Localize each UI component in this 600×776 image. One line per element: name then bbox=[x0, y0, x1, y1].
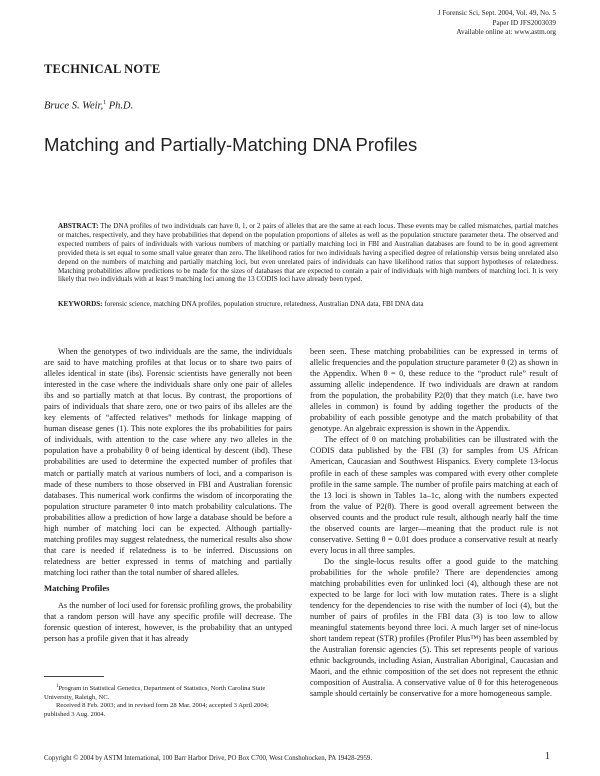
journal-header bbox=[296, 9, 556, 38]
abstract bbox=[58, 222, 558, 284]
author-name: Bruce S. Weir, bbox=[44, 100, 104, 112]
body-paragraph: When the genotypes of two individuals are the same, the individuals are said to have matching profiles at that locus or to share two pairs of alleles identical in state (ibs). Forensic scientists have generally not been interested in the case where the individuals share only one pair of alleles ibs and so partially match at that locus. By contrast, the proportions of pairs of individuals that share zero, one or two pairs of ibs alleles are the key elements of “affected relatives” methods for linkage mapping of human disease genes (1). This note explores the ibs probabilities for pairs of individuals, with attention to the case where any two alleles in the population have a probability θ of being identical by descent (ibd). These probabilities are used to determine the expected number of profiles that match or partially match at various numbers of loci, and a comparison is made of these numbers to those observed in FBI and Australian forensic databases. This numerical work confirms the wisdom of incorporating the population structure parameter θ into match probability calculations. The probabilities allow a prediction of how large a database should be before a high number of matching loci can be expected. Although partially-matching profiles may suggest relatedness, the numerical results also show that care is needed if relatedness is to be inferred. Discussions on relatedness are better expressed in terms of matching and partially matching loci rather than the total number of shared alleles. bbox=[44, 347, 292, 577]
section-heading: Matching Profiles bbox=[44, 583, 110, 593]
body-paragraph: been seen. These matching probabilities can be expressed in terms of allelic frequencies and the population structure parameter θ (2) as shown in the Appendix. When θ = 0, these reduce to the “product rule” result of assuming allelic independence. If two individuals are drawn at random from the population, the probability P2(θ) that they match (i.e. have two alleles in common) is found by adding together the products of the probability of each possible genotype and the match probability of that genotype. An algebraic expression is shown in the Appendix. bbox=[310, 347, 558, 434]
footnote-received: Received 8 Feb. 2003; and in revised form 28 Mar. 2004; accepted 3 April 2004; published 3 Aug. 2004. bbox=[44, 702, 269, 718]
body-paragraph: As the number of loci used for forensic profiling grows, the probability that a random person will have any specific profile will decrease. The forensic question of interest, however, is the probability that an untyped person has a profile given that it has already bbox=[44, 601, 292, 644]
abstract-label: ABSTRACT: bbox=[58, 222, 99, 230]
abstract-text: The DNA profiles of two individuals can have 0, 1, or 2 pairs of alleles that are the same at each locus. These events may be called mismatches, partial matches or matches, respectively, and they have probabilities that depend on the population proportions of alleles as well as the population structure parameter theta. The observed and expected numbers of pairs of individuals with various numbers of matching or partially matching loci in FBI and Australian databases are found to be in good agreement provided theta is set equal to some small value greater than zero. The likelihood ratios for two individuals having a specified degree of relationship versus being unrelated also depend on the numbers of matching and partially matching loci, but even unrelated pairs of individuals can have likelihood ratios that support hypotheses of relatedness. Matching probabilities allow predictions to be made for the sizes of databases that are expected to contain a pair of individuals with high numbers of matching loci. It is very likely that two individuals with at least 9 matching loci among the 13 CODIS loci have already been typed. bbox=[58, 222, 558, 284]
keywords-text: forensic science, matching DNA profiles, population structure, relatedness, Australian DNA data, FBI DNA data bbox=[104, 300, 424, 308]
body-paragraph: Do the single-locus results offer a good guide to the matching probabilities for the whole profile? There are dependencies among matching probabilities even for unlinked loci (4), although these are not expected to be large for loci with low mutation rates. There is a slight tendency for the dependencies to rise with the number of loci (4), but the number of pairs of profiles in the FBI data (3) is too low to allow meaningful statements beyond three loci. A much larger set of nine-locus short tandem repeat (STR) profiles (Profiler Plus™) has been assembled by the Australian forensic agencies (5). This set represents people of various ethnic backgrounds, including Asian, Australian Aboriginal, Caucasian and Maori, and the ethnic composition of the set does not represent the ethnic composition of Australia. A conservative value of θ for this heterogeneous sample should certainly be conservative for a more homogeneous sample. bbox=[310, 556, 558, 699]
author-degree: Ph.D. bbox=[106, 100, 134, 112]
keywords bbox=[58, 300, 558, 309]
body-left-column bbox=[44, 346, 292, 578]
footnote-affiliation: Program in Statistical Genetics, Department of Statistics, North Carolina State University, Raleigh, NC. bbox=[44, 685, 266, 701]
page-title: Matching and Partially-Matching DNA Profiles bbox=[44, 134, 418, 155]
author-affil-mark: 1 bbox=[103, 100, 107, 106]
body-left-column-section bbox=[44, 600, 292, 644]
body-paragraph: The effect of θ on matching probabilities can be illustrated with the CODIS data published by the FBI (3) for samples from US African American, Caucasian and Southwest Hispanics. Every complete 13-locus profile in each of these samples was compared with every other complete profile in the same sample. The number of profile pairs matching at each of the 13 loci is shown in Tables 1a–1c, along with the numbers expected from the value of P2(θ). There is good overall agreement between the observed counts and the product rule result, although nearly half the time the observed counts are larger—meaning that the product rule is not conservative. Setting θ = 0.01 does produce a conservative result at nearly every locus in all three samples. bbox=[310, 435, 558, 555]
page-number: 1 bbox=[545, 751, 550, 762]
keywords-label: KEYWORDS: bbox=[58, 300, 103, 308]
copyright-footer: Copyright © 2004 by ASTM International, 100 Barr Harbor Drive, PO Box C700, West Conshohocken, PA 19428-2959. bbox=[44, 755, 373, 762]
footnote-mark: 1 bbox=[56, 684, 59, 689]
journal-citation: J Forensic Sci, Sept. 2004, Vol. 49, No. 5 bbox=[437, 9, 556, 17]
author-line bbox=[44, 100, 133, 112]
section-label: TECHNICAL NOTE bbox=[44, 62, 161, 76]
footnote-divider bbox=[44, 676, 104, 677]
body-right-column bbox=[310, 346, 558, 700]
footnotes bbox=[44, 683, 292, 720]
online-availability: Available online at: www.astm.org bbox=[456, 28, 556, 36]
paper-id: Paper ID JFS2003039 bbox=[492, 18, 556, 27]
